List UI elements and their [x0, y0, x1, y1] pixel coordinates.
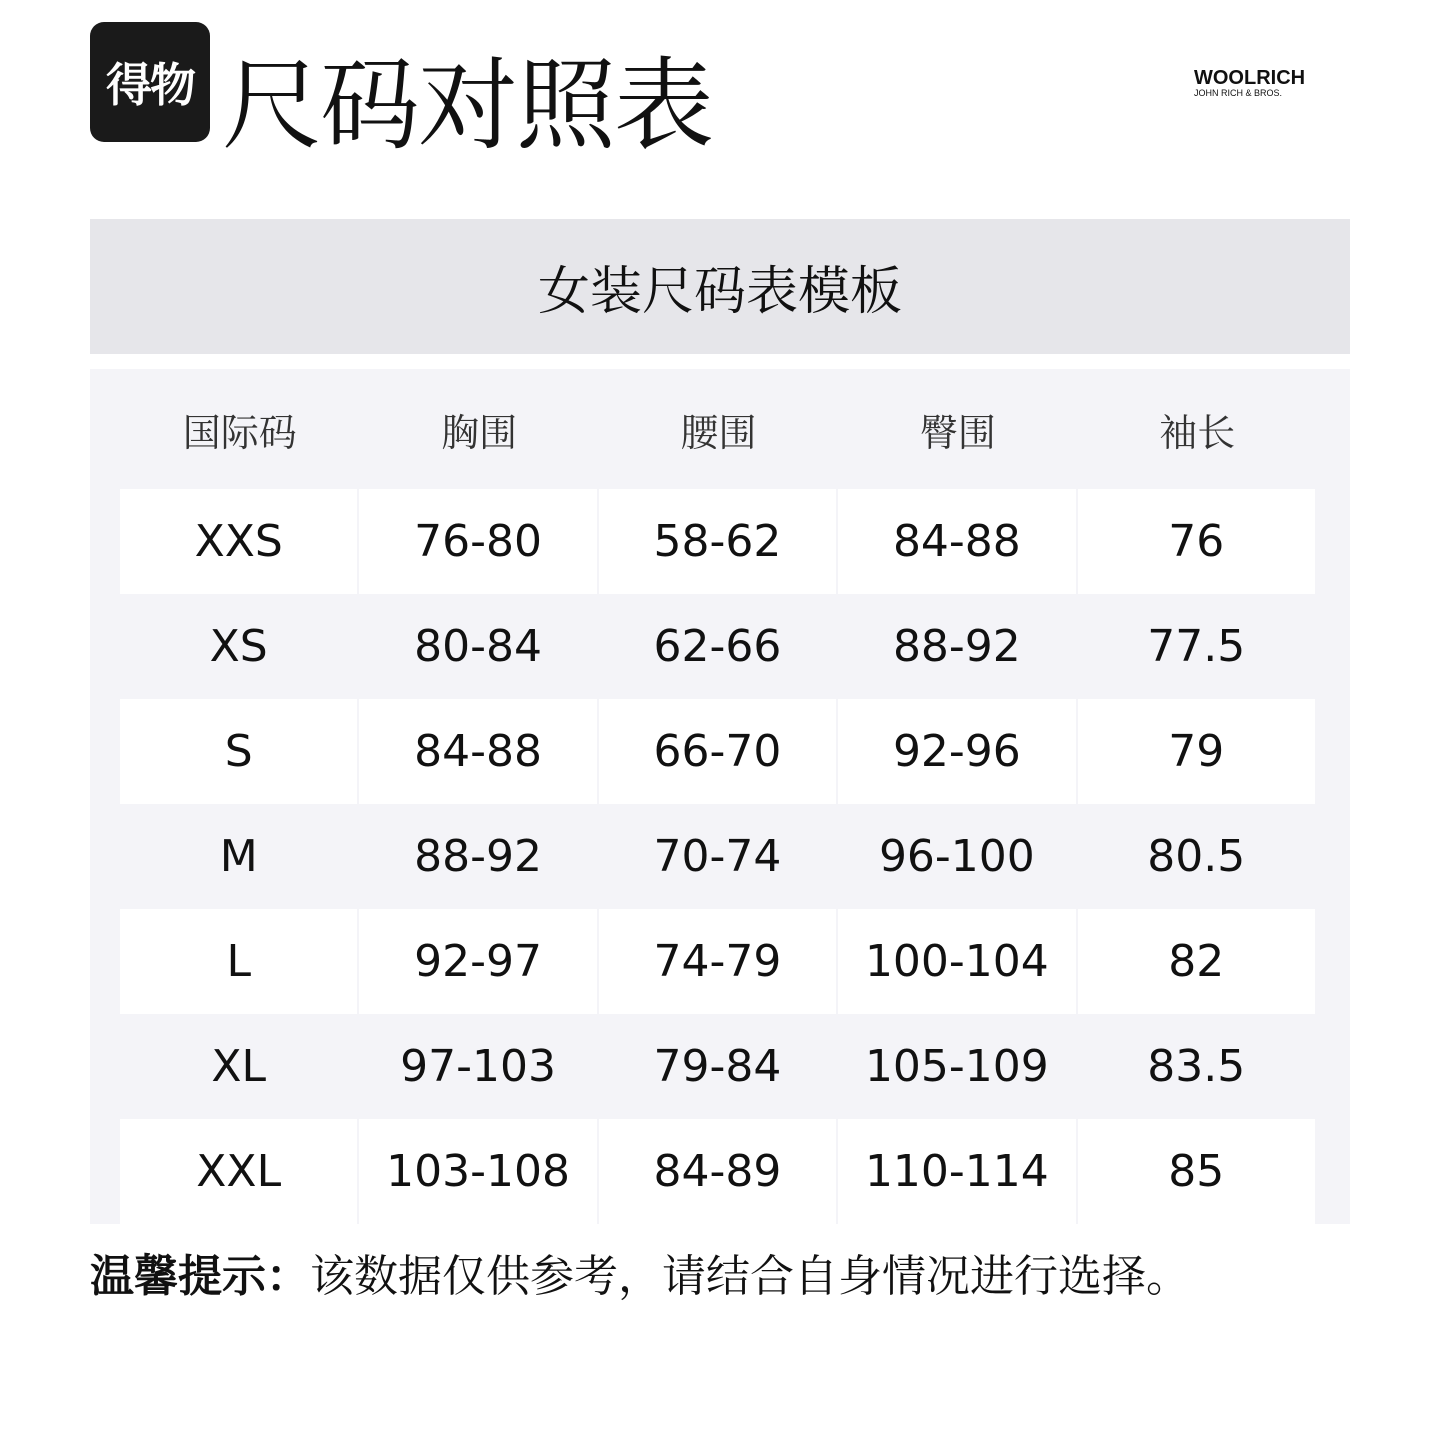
table-row	[120, 594, 1317, 699]
size-table	[90, 369, 1350, 1224]
logo-text: 得物	[106, 58, 194, 112]
table-cell: 80-84	[414, 621, 543, 672]
table-cell: 92-97	[359, 909, 596, 1014]
table-cell: 88-92	[892, 621, 1021, 672]
table-cell: 84-89	[599, 1119, 836, 1224]
table-cell: 100-104	[838, 909, 1075, 1014]
table-cell: 76-80	[359, 489, 596, 594]
table-cell: 88-92	[414, 831, 543, 882]
table-cell: M	[219, 831, 258, 882]
table-cell: 62-66	[653, 621, 782, 672]
brand-subtitle: JOHN RICH & BROS.	[1194, 88, 1283, 98]
table-row	[120, 1014, 1317, 1119]
table-cell: 97-103	[400, 1041, 557, 1092]
table-row	[120, 1119, 1317, 1224]
table-body	[120, 489, 1317, 1224]
column-header-sleeve: 袖长	[1159, 410, 1236, 455]
table-cell: 84-88	[359, 699, 596, 804]
table-cell: 79-84	[653, 1041, 782, 1092]
table-cell: 96-100	[878, 831, 1035, 882]
table-cell: 76	[1078, 489, 1315, 594]
table-cell: 70-74	[653, 831, 782, 882]
column-header-hip: 臀围	[919, 410, 996, 455]
table-cell: XL	[211, 1041, 267, 1092]
table-title-bar	[90, 219, 1350, 354]
table-cell: S	[120, 699, 357, 804]
table-cell: 66-70	[599, 699, 836, 804]
table-row	[120, 489, 1317, 594]
table-cell: 105-109	[864, 1041, 1049, 1092]
table-row	[120, 909, 1317, 1014]
table-cell: 80.5	[1147, 831, 1246, 882]
table-row	[120, 804, 1317, 909]
table-cell: 92-96	[838, 699, 1075, 804]
table-title: 女装尺码表模板	[537, 262, 902, 322]
table-cell: 58-62	[599, 489, 836, 594]
table-cell: XS	[209, 621, 268, 672]
column-header-waist: 腰围	[680, 410, 757, 455]
table-row	[120, 699, 1317, 804]
table-cell: XXL	[120, 1119, 357, 1224]
tip-text: 该数据仅供参考，请结合自身情况进行选择。	[310, 1251, 1190, 1302]
tip-note	[90, 1245, 1190, 1309]
column-header-size: 国际码	[182, 410, 297, 455]
tip-label: 温馨提示：	[90, 1251, 310, 1302]
table-cell: 110-114	[838, 1119, 1075, 1224]
table-cell: 79	[1078, 699, 1315, 804]
table-cell: 84-88	[838, 489, 1075, 594]
table-cell: 82	[1078, 909, 1315, 1014]
dewu-logo	[90, 22, 210, 142]
table-cell: XXS	[120, 489, 357, 594]
table-cell: 74-79	[599, 909, 836, 1014]
table-cell: 83.5	[1147, 1041, 1246, 1092]
table-cell: L	[120, 909, 357, 1014]
table-cell: 85	[1078, 1119, 1315, 1224]
brand-logo	[1194, 68, 1314, 98]
page-title: 尺码对照表	[222, 47, 712, 164]
brand-name: WOOLRICH	[1194, 67, 1306, 89]
table-header-row	[120, 369, 1317, 489]
table-cell: 103-108	[359, 1119, 596, 1224]
table-cell: 77.5	[1147, 621, 1246, 672]
column-header-bust: 胸围	[441, 410, 518, 455]
